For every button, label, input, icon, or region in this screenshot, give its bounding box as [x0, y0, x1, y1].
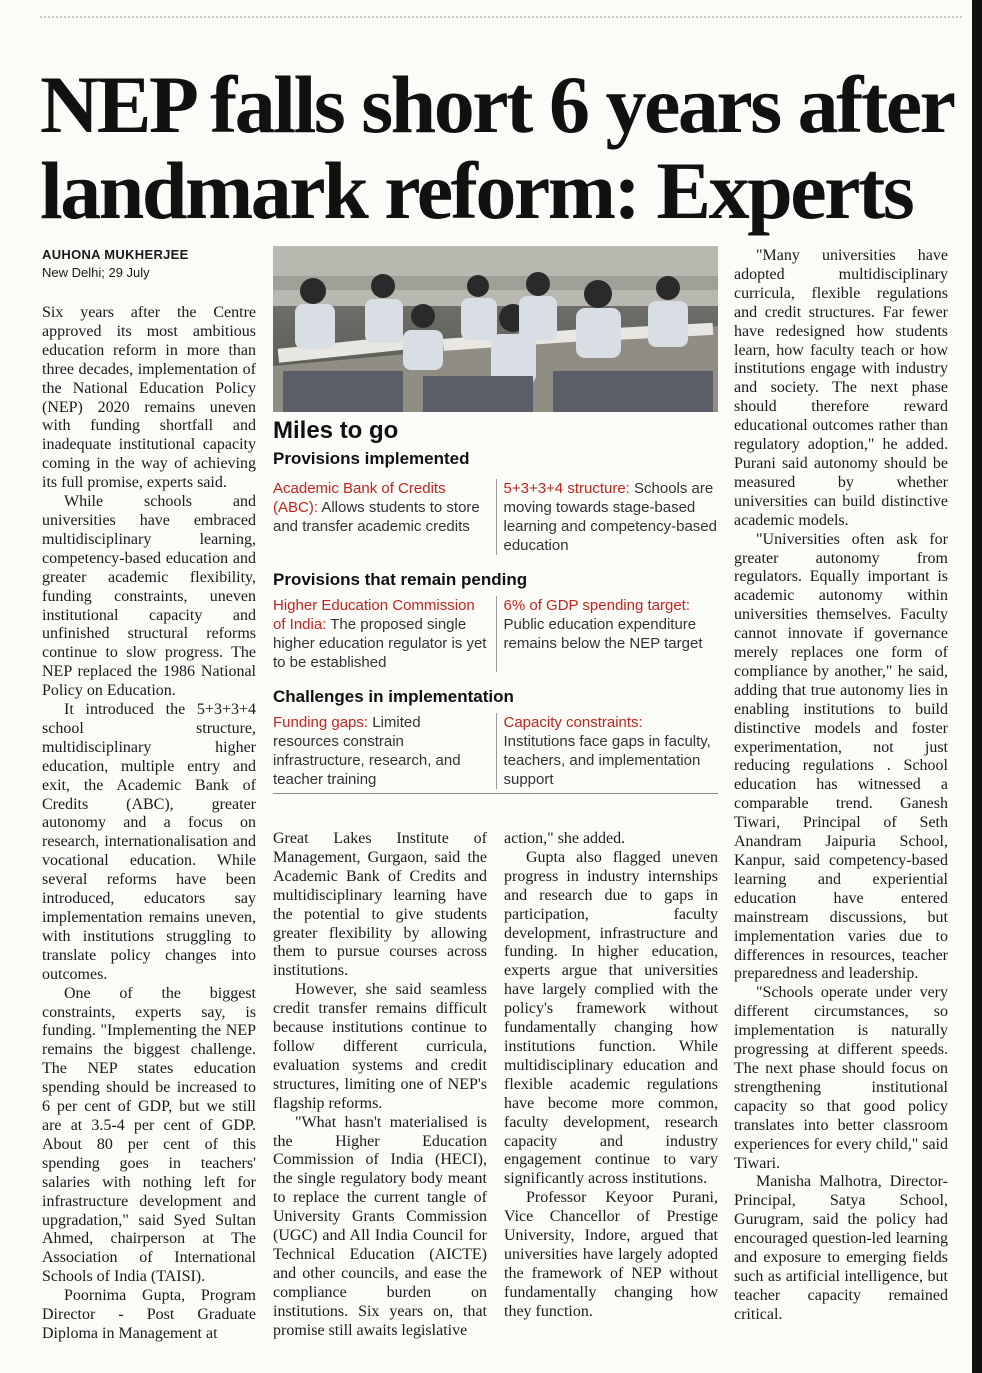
byline-author: AUHONA MUKHERJEE — [42, 247, 189, 262]
paragraph: One of the biggest constraints, experts say, is funding. "Implementing the NEP remains the biggest challenge. The NEP states education spending should be increased to 6 per cent of GDP, but we still are at 3.5-4 per cent of GDP. About 80 per cent of this spending goes in teachers' salaries with nothing left for infrastructure development and upgradation," said Syed Sultan Ahmed, chairperson at The Association of International Schools of India (TAISI). — [42, 984, 256, 1286]
infobox-section-grid — [273, 596, 718, 672]
infobox-item — [273, 479, 496, 555]
paragraph: "Many universities have adopted multidisciplinary curricula, flexible regulations and credit structures. Far fewer have redesigned how students learn, how faculty teach or how institutions engage with industry and society. The next phase should therefore reward educational outcomes rather than regulatory adoption," he added. Purani said autonomy should be measured by whether universities can build distinctive academic models. — [734, 247, 948, 529]
infobox-item-text: The proposed single higher education regulator is yet to be established — [273, 616, 487, 671]
infobox-item — [496, 596, 719, 672]
paragraph: However, she said seamless credit transfer remains difficult because institutions continue to follow different curricula, evaluation systems and credit structures, limiting one of NEP's flagship reforms. — [273, 981, 487, 1112]
infobox-item-key: Capacity constraints: — [503, 714, 643, 731]
paragraph: While schools and universities have embraced multidisciplinary learning, competency-based education and greater academic flexibility, funding constraints, uneven institutional capacity and unfinished structural reforms continue to slow progress. The NEP replaced the 1986 National Policy on Education. — [42, 493, 256, 700]
infobox-section-grid — [273, 479, 718, 555]
article-column-4 — [734, 247, 948, 1325]
paragraph: action," she added. — [504, 830, 626, 847]
infobox-section-heading: Provisions that remain pending — [273, 570, 528, 589]
infobox-section-heading: Provisions implemented — [273, 449, 470, 468]
miles-to-go-infobox — [273, 416, 718, 794]
article-column-1 — [42, 304, 256, 1344]
infobox-item-key: Academic Bank of Credits (ABC): — [273, 480, 446, 516]
infobox-item-text: Allows students to store and transfer academic credits — [273, 499, 480, 535]
paragraph: "What hasn't materialised is the Higher Education Commission of India (HECI), the single regulatory body meant to replace the current tangle of University Grants Commission (UGC) and All India Council for Technical Education (AICTE) and other councils, and ease the compliance burden on institutions. Six years on, that promise still awaits legislative — [273, 1113, 487, 1339]
page-top-rule — [40, 16, 962, 20]
infobox-item-key: 6% of GDP spending target: — [503, 597, 691, 614]
byline — [42, 246, 262, 282]
infobox-item — [496, 713, 719, 789]
paragraph: "Schools operate under very different circumstances, so implementation is naturally progressing at different speeds. The next phase should focus on strengthening institutional capacity so that good policy translates into better classroom experiences for every child," said Tiwari. — [734, 984, 948, 1172]
byline-dateline: New Delhi; 29 July — [42, 265, 150, 280]
paragraph: Manisha Malhotra, Director-Principal, Satya School, Gurugram, said the policy had encouraged question-led learning and exposure to emerging fields such as artificial intelligence, but teacher capacity remained critical. — [734, 1173, 948, 1323]
paragraph: Professor Keyoor Purani, Vice Chancellor of Prestige University, Indore, argued that universities have largely adopted the framework of NEP without fundamentally changing how they function. — [504, 1189, 718, 1320]
infobox-item-key: 5+3+3+4 structure: — [503, 480, 630, 497]
infobox-section-heading: Challenges in implementation — [273, 687, 514, 706]
infobox-item — [273, 713, 496, 789]
infobox-item-text: Limited resources constrain infrastructure, research, and teacher training — [273, 714, 461, 788]
paragraph: Six years after the Centre approved its most ambitious education reform in more than three decades, implementation of the National Education Policy (NEP) 2020 remains uneven with funding shortfall and inadequate institutional capacity coming in the way of achieving its full promise, experts said. — [42, 304, 256, 492]
paragraph: It introduced the 5+3+3+4 school structure, multidisciplinary higher education, multiple entry and exit, the Academic Bank of Credits (ABC), greater autonomy and a focus on research, internationalisation and vocational education. While several reforms have been introduced, educators say implementation remains uneven, with institutions struggling to translate policy changes into outcomes. — [42, 701, 256, 983]
classroom-students-photo — [273, 246, 718, 412]
headline: NEP falls short 6 years after landmark reform: Experts — [40, 59, 953, 236]
paragraph: "Universities often ask for greater autonomy from regulators. Equally important is academic autonomy within universities themselves. Faculty cannot innovate if governance merely replaces one form of compliance by another," he said, adding that true autonomy lies in enabling institutions to build distinctive models and foster experimentation, not just reducing regulations . School education has witnessed a comparable trend. Ganesh Tiwari, Principal of Seth Anandram Jaipuria School, Kanpur, said competency-based learning and experiential education have entered mainstream discussions, but implementation varies due to differences in resources, teacher preparedness and leadership. — [734, 530, 948, 983]
article-column-2 — [273, 830, 487, 1340]
infobox-item-text: Schools are moving towards stage-based learning and competency-based education — [503, 480, 717, 554]
article-column-3 — [504, 830, 718, 1322]
paragraph: Poornima Gupta, Program Director - Post Graduate Diploma in Management at — [42, 1287, 256, 1342]
infobox-item-text: Institutions face gaps in faculty, teachers, and implementation support — [503, 733, 711, 788]
page-edge-shadow — [972, 0, 982, 1373]
infobox-title: Miles to go — [273, 417, 399, 444]
infobox-item-key: Higher Education Commission of India: — [273, 597, 475, 633]
infobox-item — [496, 479, 719, 555]
paragraph: Gupta also flagged uneven progress in industry internships and research due to gaps in participation, faculty development, infrastructure and funding. In higher education, experts argue that universities have largely complied with the policy's framework without fundamentally changing how institutions function. While multidisciplinary education and flexible academic regulations have become more common, faculty development, research capacity and industry engagement continue to vary significantly across institutions. — [504, 848, 718, 1188]
infobox-section-grid — [273, 713, 718, 794]
infobox-item-text: Public education expenditure remains below the NEP target — [503, 616, 703, 652]
infobox-item — [273, 596, 496, 672]
paragraph: Great Lakes Institute of Management, Gurgaon, said the Academic Bank of Credits and multidisciplinary learning have the potential to give students greater flexibility by allowing them to pursue courses across institutions. — [273, 830, 487, 980]
infobox-item-key: Funding gaps: — [273, 714, 369, 731]
